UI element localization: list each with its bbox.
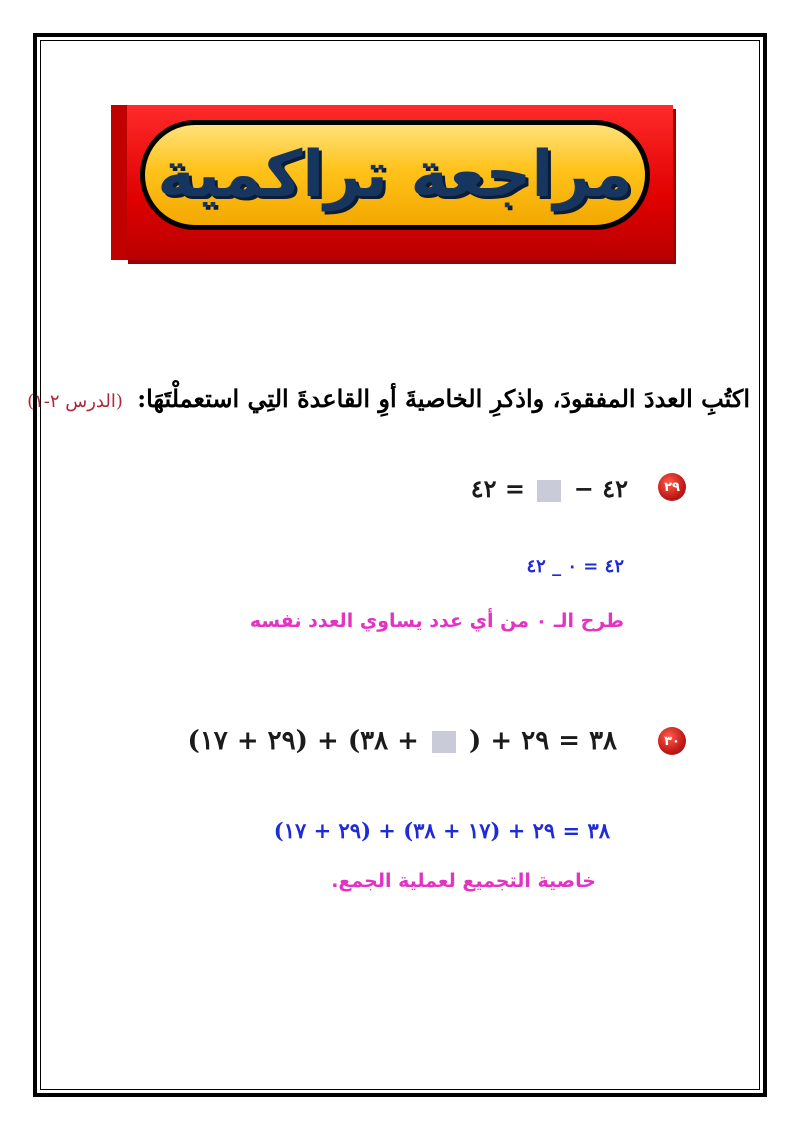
title-banner [115,100,695,270]
equation-part-left: = ٤٢ [470,474,526,503]
instruction-text: اكتُبِ العددَ المفقودَ، واذكرِ الخاصيةَ أوِ القاعدةَ التِي استعملْتَهَا: [137,384,750,413]
lesson-reference: (الدرس ٢-١) [27,391,123,412]
equation-part-right: + ٣٨) [347,726,419,756]
answer-rule: طرح الـ ٠ من أي عدد يساوي العدد نفسه [249,610,624,632]
missing-number-box [537,480,561,502]
problem-equation [471,474,628,503]
problem-number-badge: ٣٠ [658,727,686,755]
equation-part-left: (٢٩ + ١٧) + ٣٨ = ٢٩ + ( [187,726,617,756]
missing-number-box [432,731,456,753]
problem-equation [188,726,617,756]
equation-part-right: ٤٢ − [573,474,628,503]
answer-equation: ٤٢ = ٠ _ ٤٢ [526,556,624,577]
instruction-line [27,384,750,413]
answer-equation: (٢٩ + ١٧) + ٣٨ = ٢٩ + (١٧ + ٣٨) [273,818,610,843]
answer-rule: خاصية التجميع لعملية الجمع. [331,870,596,892]
banner-title: مراجعة تراكمية [157,138,633,212]
problem-number-badge: ٢٩ [658,473,686,501]
